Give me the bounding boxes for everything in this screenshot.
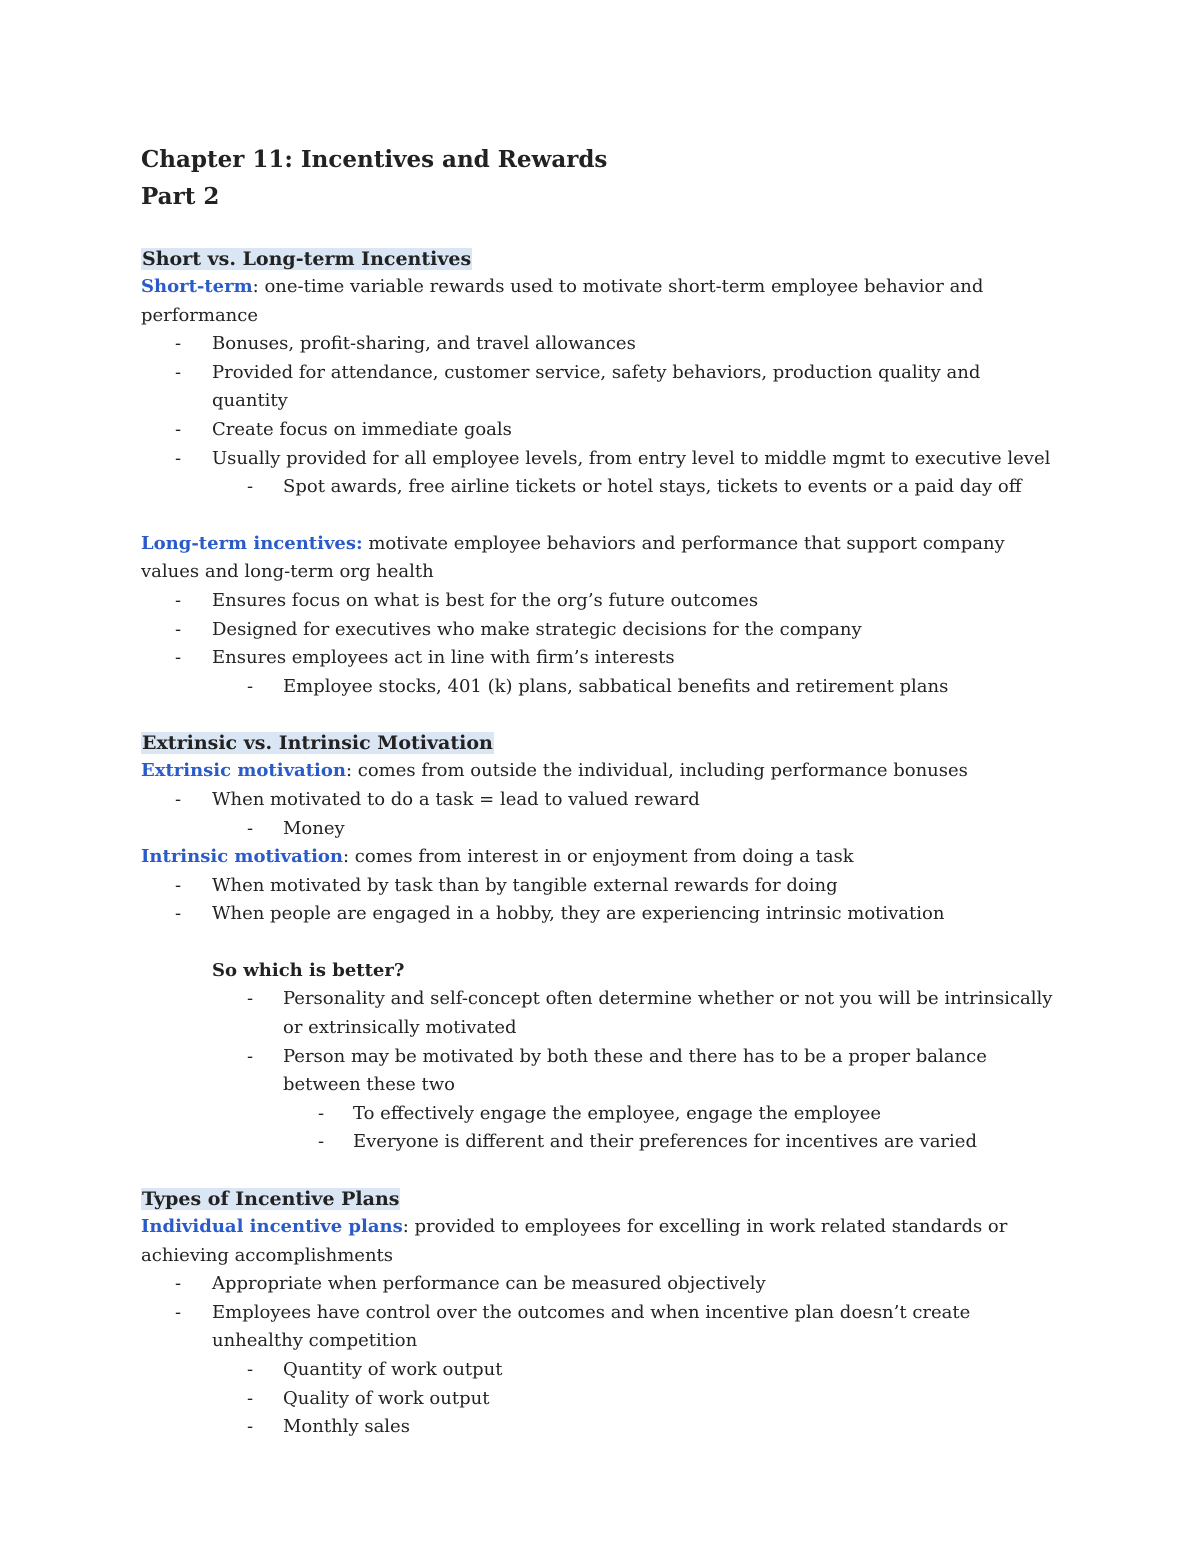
list-item: - Ensures employees act in line with firm’s interests [141, 644, 1061, 673]
list-item: - Appropriate when performance can be measured objectively [141, 1270, 1061, 1299]
list-item: - When motivated to do a task = lead to valued reward [141, 786, 1061, 815]
list-item: - When people are engaged in a hobby, they are experiencing intrinsic motivation [141, 900, 1061, 929]
extrinsic-list [141, 786, 1061, 843]
individual-definition: Individual incentive plans: provided to employees for excelling in work related standards or achieving accomplishments [141, 1216, 1008, 1266]
list-item: - Personality and self-concept often determine whether or not you will be intrinsically or extrinsically motivated [141, 985, 1061, 1042]
list-item: - When motivated by task than by tangible external rewards for doing [141, 872, 1061, 901]
intrinsic-list [141, 872, 1061, 929]
list-item: - Everyone is different and their preferences for incentives are varied [141, 1128, 1061, 1157]
short-term-list [141, 330, 1061, 502]
section-heading-incentive-plans: Types of Incentive Plans [142, 1188, 400, 1211]
list-item: - Spot awards, free airline tickets or hotel stays, tickets to events or a paid day off [141, 473, 1061, 502]
question-heading: So which is better? [212, 959, 405, 981]
list-item: - Provided for attendance, customer service, safety behaviors, production quality and quantity [141, 359, 1061, 416]
short-term-term: Short-term [141, 276, 253, 297]
list-item: - Monthly sales [141, 1413, 1061, 1442]
extrinsic-term: Extrinsic motivation [141, 760, 346, 782]
list-item: - Person may be motivated by both these and there has to be a proper balance between these two [141, 1043, 1061, 1100]
individual-list [141, 1270, 1061, 1442]
list-item: - Money [141, 815, 1061, 844]
list-item: - Employee stocks, 401 (k) plans, sabbatical benefits and retirement plans [141, 673, 1061, 702]
list-item: - Create focus on immediate goals [141, 416, 1061, 445]
answer-list [141, 985, 1061, 1157]
list-item: - Ensures focus on what is best for the org’s future outcomes [141, 587, 1061, 616]
long-term-definition: Long-term incentives: motivate employee behaviors and performance that support company values and long-term org health [141, 532, 1005, 583]
list-item: - Bonuses, profit-sharing, and travel allowances [141, 330, 1061, 359]
part-title: Part 2 [141, 183, 220, 210]
intrinsic-definition: Intrinsic motivation: comes from interest in or enjoyment from doing a task [141, 846, 854, 868]
list-item: - Quality of work output [141, 1385, 1061, 1414]
short-term-definition: Short-term: one-time variable rewards used to motivate short-term employee behavior and performance [141, 276, 984, 326]
list-item: - Quantity of work output [141, 1356, 1061, 1385]
document-page [141, 141, 1061, 1442]
chapter-title: Chapter 11: Incentives and Rewards [141, 146, 608, 173]
extrinsic-definition: Extrinsic motivation: comes from outside the individual, including performance bonuses [141, 760, 968, 782]
list-item: - Designed for executives who make strategic decisions for the company [141, 616, 1061, 645]
list-item: - Employees have control over the outcomes and when incentive plan doesn’t create unhealthy competition [141, 1299, 1061, 1356]
list-item: - Usually provided for all employee levels, from entry level to middle mgmt to executive level [141, 445, 1061, 474]
long-term-term: Long-term incentives: [141, 532, 363, 554]
individual-term: Individual incentive plans [141, 1216, 403, 1238]
intrinsic-term: Intrinsic motivation [141, 846, 343, 868]
list-item: - To effectively engage the employee, engage the employee [141, 1100, 1061, 1129]
long-term-list [141, 587, 1061, 701]
section-heading-motivation: Extrinsic vs. Intrinsic Motivation [142, 732, 493, 755]
section-heading-short-long: Short vs. Long-term Incentives [142, 248, 472, 270]
